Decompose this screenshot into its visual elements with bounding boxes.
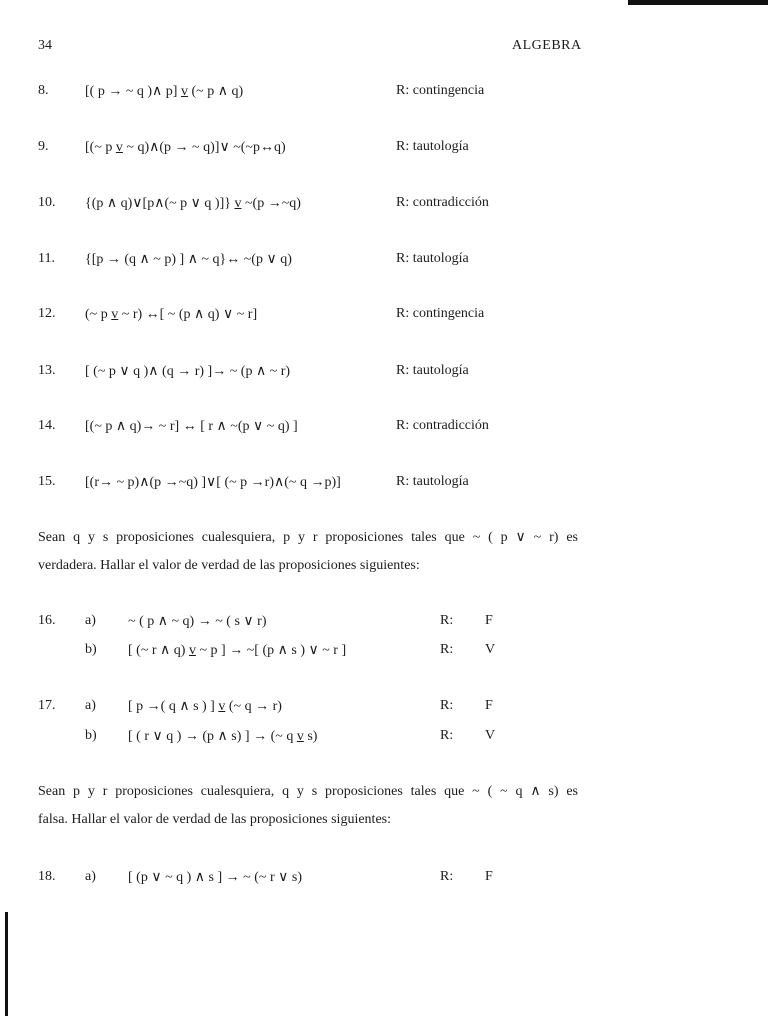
exercise-expression: [( p → ~ q )∧ p] v (~ p ∧ q) [85,84,244,99]
exercise-expression: [(r→ ~ p)∧(p →~q) ]∨[ (~ p →r)∧(~ q →p)] [85,475,341,490]
running-title: ALGEBRA [512,38,582,53]
exercise-answer: R: contradicción [396,418,489,433]
answer-label: R: [440,613,454,628]
page-number: 34 [38,38,52,53]
problem-statement-2 [38,778,578,834]
exercise-number: 12. [38,306,56,321]
exercise-number: 9. [38,139,49,154]
exercise-answer: R: contingencia [396,306,485,321]
exercise-number: 18. [38,869,56,884]
statement-line: falsa. Hallar el valor de verdad de las proposiciones siguientes: [38,812,391,827]
exercise-expression: [ (~ p ∨ q )∧ (q → r) ]→ ~ (p ∧ ~ r) [85,364,291,379]
exercise-expression: (~ p v ~ r) ↔[ ~ (p ∧ q) ∨ ~ r] [85,307,258,322]
part-label: a) [85,613,96,628]
exercise-expression: [(~ p ∧ q)→ ~ r] ↔ [ r ∧ ~(p ∨ ~ q) ] [85,419,298,434]
exercise-answer: R: contradicción [396,195,489,210]
exercise-expression: [ (~ r ∧ q) v ~ p ] → ~[ (p ∧ s ) ∨ ~ r ] [128,643,347,658]
truth-value: V [485,728,496,743]
part-label: b) [85,642,97,657]
exercise-number: 10. [38,195,56,210]
statement-line: Sean q y s proposiciones cualesquiera, p y r proposiciones tales que ~ ( p ∨ ~ r) es [38,530,578,545]
exercise-number: 11. [38,251,55,266]
answer-label: R: [440,869,454,884]
answer-label: R: [440,728,454,743]
part-label: a) [85,698,96,713]
exercise-number: 14. [38,418,56,433]
scan-edge-mark-left [5,912,8,1016]
truth-value: F [485,869,493,884]
truth-value: F [485,698,493,713]
exercise-answer: R: contingencia [396,83,485,98]
exercise-answer: R: tautología [396,139,469,154]
exercise-expression: {[p → (q ∧ ~ p) ] ∧ ~ q}↔ ~(p ∨ q) [85,252,292,267]
part-label: b) [85,728,97,743]
exercise-expression: {(p ∧ q)∨[p∧(~ p ∨ q )]} v ~(p →~q) [85,196,301,211]
exercise-number: 13. [38,363,56,378]
answer-label: R: [440,642,454,657]
exercise-number: 8. [38,83,49,98]
answer-label: R: [440,698,454,713]
exercise-expression: [ p →( q ∧ s ) ] v (~ q → r) [128,699,282,714]
exercise-number: 15. [38,474,56,489]
scan-edge-mark-top [628,0,768,5]
exercise-answer: R: tautología [396,363,469,378]
exercise-expression: [ (p ∨ ~ q ) ∧ s ] → ~ (~ r ∨ s) [128,870,302,885]
truth-value: V [485,642,496,657]
statement-line: Sean p y r proposiciones cualesquiera, q y s proposiciones tales que ~ ( ~ q ∧ s) es [38,784,578,799]
exercise-answer: R: tautología [396,251,469,266]
exercise-number: 16. [38,613,56,628]
problem-statement-1 [38,524,578,580]
statement-line: verdadera. Hallar el valor de verdad de las proposiciones siguientes: [38,558,420,573]
part-label: a) [85,869,96,884]
truth-value: F [485,613,493,628]
exercise-expression: [(~ p v ~ q)∧(p → ~ q)]∨ ~(~p↔q) [85,140,286,155]
exercise-expression: ~ ( p ∧ ~ q) → ~ ( s ∨ r) [128,614,267,629]
exercise-answer: R: tautología [396,474,469,489]
exercise-expression: [ ( r ∨ q ) → (p ∧ s) ] → (~ q v s) [128,729,318,744]
exercise-number: 17. [38,698,56,713]
